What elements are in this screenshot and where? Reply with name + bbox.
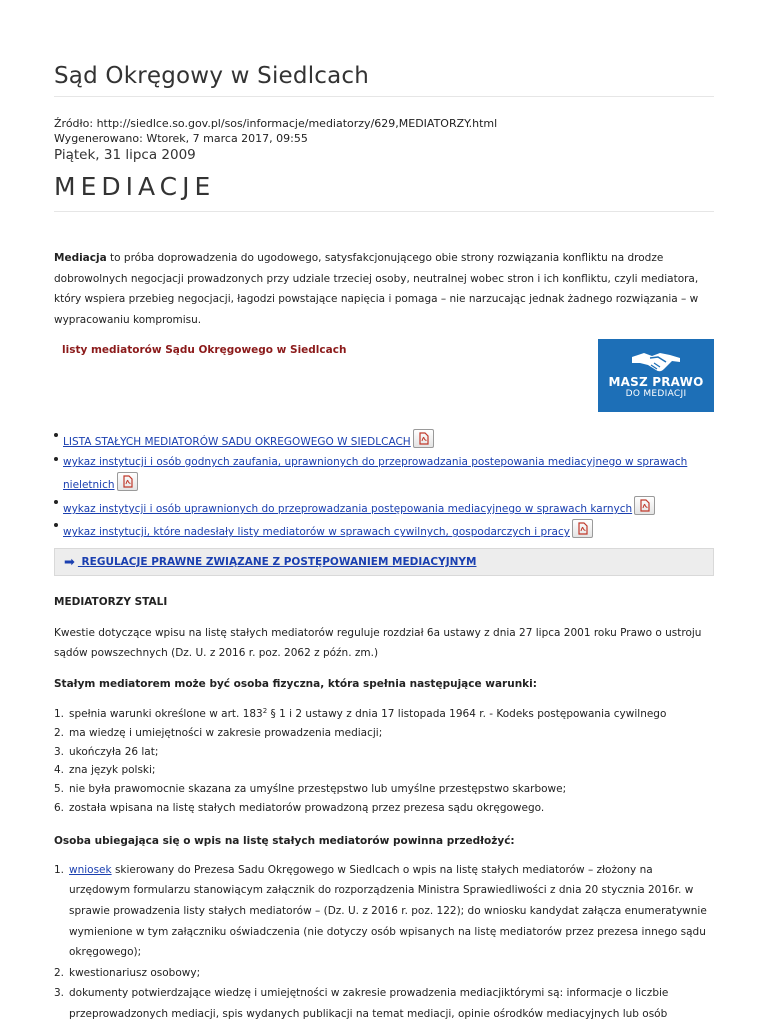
list-item: 1. spełnia warunki określone w art. $183^2$ § 1 i 2 ustawy z dnia 17 listopada 1964 r. - Kodeks postępowania cywilnego xyxy=(54,707,667,721)
logo-line1: MASZ PRAWO xyxy=(608,375,704,390)
list-item: 4. zna język polski; xyxy=(54,764,156,777)
handshake-icon xyxy=(630,349,682,375)
mediation-logo[interactable] xyxy=(598,339,714,412)
page-content xyxy=(54,0,714,1025)
application-form-link[interactable]: wniosek xyxy=(69,863,112,876)
divider xyxy=(54,211,714,212)
pdf-icon[interactable] xyxy=(572,519,593,538)
source-url: Źródło: http://siedlce.so.gov.pl/sos/informacje/mediatorzy/629,MEDIATORZY.html xyxy=(54,117,498,130)
list-item xyxy=(54,453,714,496)
list-item xyxy=(54,519,714,543)
conditions-list xyxy=(54,705,714,818)
intro-term: Mediacja xyxy=(54,252,107,264)
bullet xyxy=(54,523,58,527)
logo-line2: DO MEDIACJI xyxy=(625,389,687,400)
pdf-icon[interactable] xyxy=(413,429,434,448)
list-item: 1. wniosek skierowany do Prezesa Sadu Okręgowego w Siedlcach o wpis na listę stałych mediatorów – złożony na urzędowym formularzu stanowiącym załącznik do rozporządzenia Ministra Sprawiedliwości z dnia 20 stycznia 2016r. w sprawie prowadzenia listy stałych mediatorów – (Dz. U. z 2016 r. poz. 122); do wniosku kandydat załącza enumeratywnie wymienione w tym załączniku oświadczenia (nie dotyczy osób wpisanych na listę mediatorów przez prezesa innego sądu okręgowego); xyxy=(54,863,707,959)
list-item xyxy=(54,429,714,453)
document-link[interactable]: wykaz instytucji, które nadesłały listy mediatorów w sprawach cywilnych, gospodarczych i pracy xyxy=(63,526,570,539)
intro-text: to próba doprowadzenia do ugodowego, satysfakcjonującego obie strony rozwiązania konfliktu na drodze dobrowolnych negocjacji prowadzonych przy udziale trzeciej osoby, neutralnej wobec stron i ich konfliktu, czyli mediatora, który wspiera przebieg negocjacji, łagodzi powstające napięcia i pomaga – nie narzucając jednak żadnego rozwiązania – w wypracowaniu kompromisu. xyxy=(54,252,699,326)
document-list xyxy=(54,429,714,543)
list-item: 3. dokumenty potwierdzające wiedzę i umiejętności w zakresie prowadzenia mediacjiktórymi są: informacje o liczbie przeprowadzonych mediacji, spis wydanych publikacji na temat mediacji, opinie ośrodków mediacyjnych lub osób xyxy=(54,987,669,1020)
document-link[interactable]: wykaz instytycji i osób uprawnionych do przeprowadzania postępowania mediacyjnego w sprawach karnych xyxy=(63,502,633,515)
lists-heading: listy mediatorów Sądu Okręgowego w Siedlcach xyxy=(62,344,347,357)
page-heading: MEDIACJE xyxy=(54,172,216,201)
regulations-link[interactable]: REGULACJE PRAWNE ZWIĄZANE Z POSTĘPOWANIEM MEDIACYJNYM xyxy=(77,555,477,568)
list-item xyxy=(54,496,714,520)
bullet xyxy=(54,433,58,437)
regulations-box xyxy=(54,548,714,576)
document-link[interactable]: wykaz instytucji i osób godnych zaufania, uprawnionych do przeprowadzania postepowania mediacyjnego w sprawach nieletnich xyxy=(63,455,688,492)
lists-section xyxy=(54,339,714,415)
publish-date: Piątek, 31 lipca 2009 xyxy=(54,147,196,163)
site-title: Sąd Okręgowy w Siedlcach xyxy=(54,63,370,89)
intro-paragraph xyxy=(54,248,714,330)
mediators-title: MEDIATORZY STALI xyxy=(54,595,168,608)
document-link[interactable]: LISTA STAŁYCH MEDIATORÓW SADU OKREGOWEGO W SIEDLCACH xyxy=(63,436,411,449)
list-item: 6. została wpisana na listę stałych mediatorów prowadzoną przez prezesa sądu okręgowego. xyxy=(54,802,545,815)
bullet xyxy=(54,500,58,504)
apply-heading: Osoba ubiegająca się o wpis na listę stałych mediatorów powinna przedłożyć: xyxy=(54,834,515,847)
list-item: 5. nie była prawomocnie skazana za umyślne przestępstwo lub umyślne przestępstwo skarbowe; xyxy=(54,783,567,796)
list-item: 3. ukończyła 26 lat; xyxy=(54,745,159,758)
mediators-paragraph: Kwestie dotyczące wpisu na listę stałych mediatorów reguluje rozdział 6a ustawy z dnia 27 lipca 2001 roku Prawo o ustroju sądów powszechnych (Dz. U. z 2016 r. poz. 2062 z późn. zm.) xyxy=(54,626,702,660)
bullet xyxy=(54,457,58,461)
arrow-right-icon: ➡ xyxy=(64,554,75,570)
conditions-heading: Stałym mediatorem może być osoba fizyczna, która spełnia następujące warunki: xyxy=(54,678,537,691)
list-item: 2. ma wiedzę i umiejętności w zakresie prowadzenia mediacji; xyxy=(54,726,383,739)
pdf-icon[interactable] xyxy=(117,472,138,491)
divider xyxy=(54,96,714,97)
apply-list xyxy=(54,860,714,1025)
pdf-icon[interactable] xyxy=(634,496,655,515)
list-item: 2. kwestionariusz osobowy; xyxy=(54,966,201,979)
generated-date: Wygenerowano: Wtorek, 7 marca 2017, 09:55 xyxy=(54,132,308,145)
